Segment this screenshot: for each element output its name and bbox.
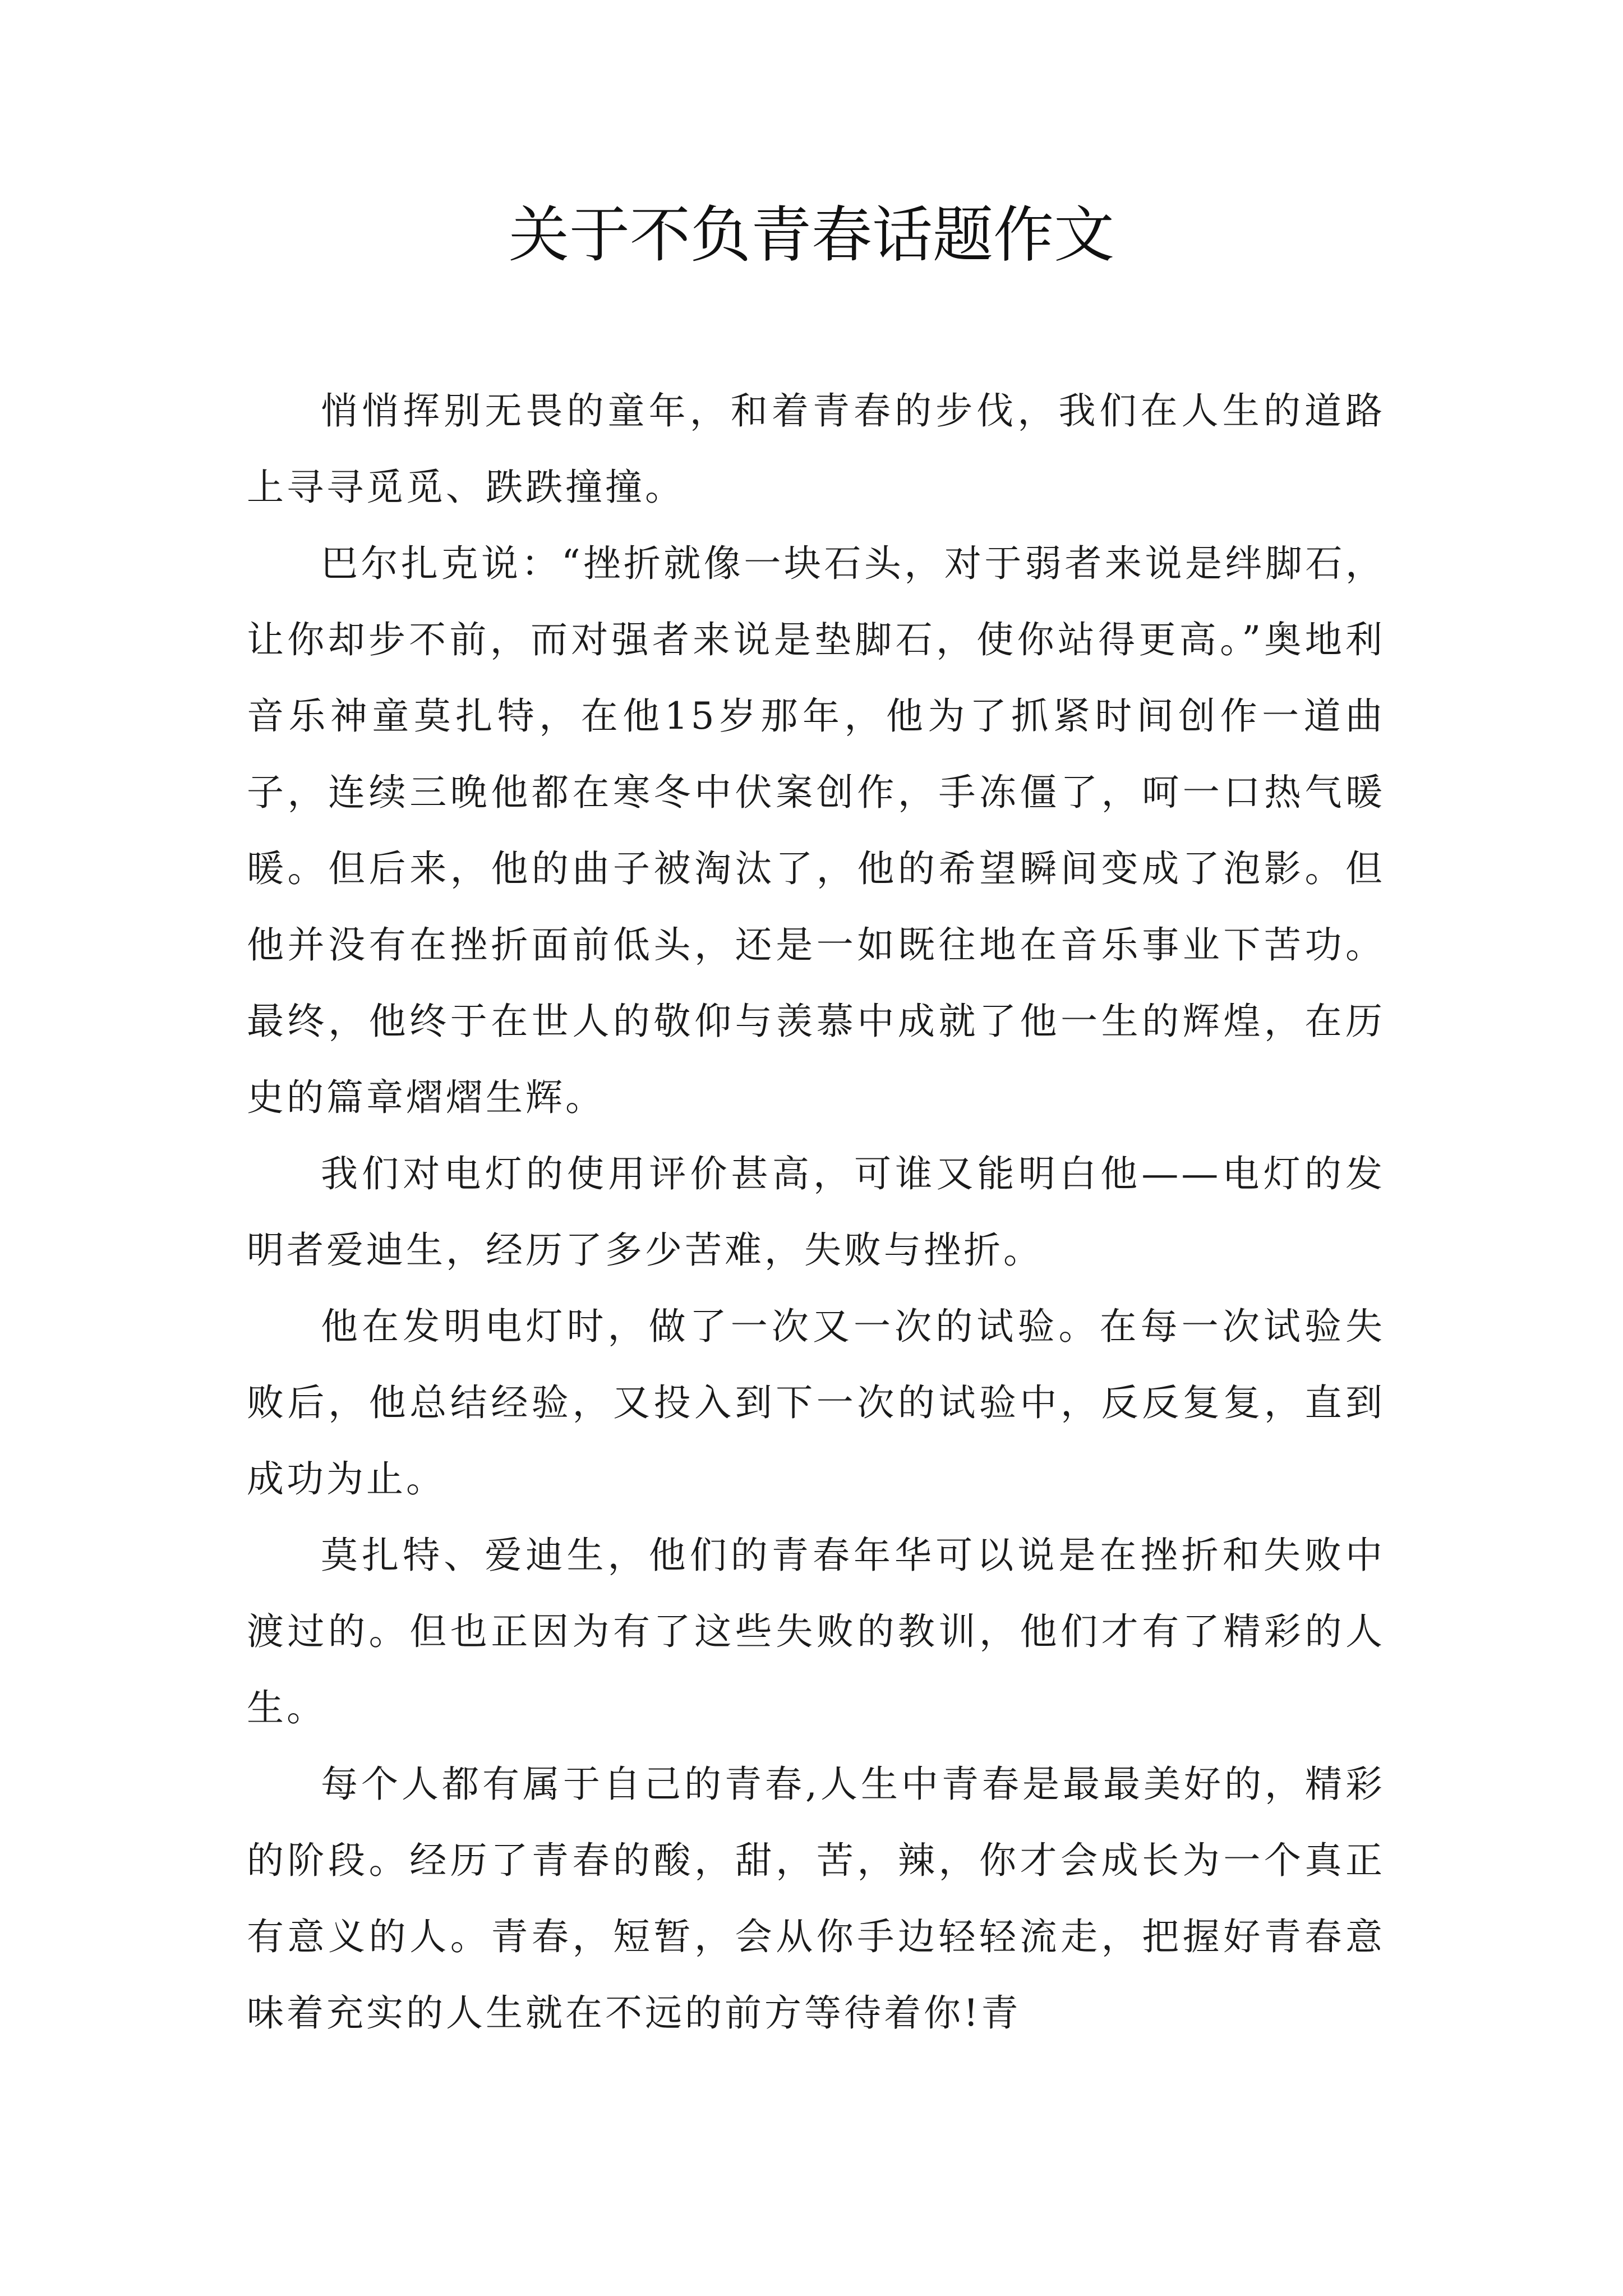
paragraph: 巴尔扎克说：“挫折就像一块石头，对于弱者来说是绊脚石，让你却步不前，而对强者来说是垫脚石，使你站得更高。”奥地利音乐神童莫扎特，在他15岁那年，他为了抓紧时间创作一道曲子，连续三晚他都在寒冬中伏案创作，手冻僵了，呵一口热气暖暖。但后来，他的曲子被淘汰了，他的希望瞬间变成了泡影。但他并没有在挫折面前低头，还是一如既往地在音乐事业下苦功。最终，他终于在世人的敬仰与羡慕中成就了他一生的辉煌，在历史的篇章熠熠生辉。 bbox=[247, 542, 1385, 1119]
document-title: 关于不负青春话题作文 bbox=[508, 200, 1114, 270]
document-body bbox=[247, 373, 1385, 2051]
paragraph: 我们对电灯的使用评价甚高，可谁又能明白他——电灯的发明者爱迪生，经历了多少苦难，失败与挫折。 bbox=[247, 1152, 1385, 1272]
paragraph: 他在发明电灯时，做了一次又一次的试验。在每一次试验失败后，他总结经验，又投入到下一次的试验中，反反复复，直到成功为止。 bbox=[247, 1305, 1385, 1501]
paragraph: 莫扎特、爱迪生，他们的青春年华可以说是在挫折和失败中渡过的。但也正因为有了这些失败的教训，他们才有了精彩的人生。 bbox=[247, 1534, 1385, 1729]
paragraph: 每个人都有属于自己的青春,人生中青春是最最美好的，精彩的阶段。经历了青春的酸，甜，苦，辣，你才会成长为一个真正有意义的人。青春，短暂，会从你手边轻轻流走，把握好青春意味着充实的人生就在不远的前方等待着你!青 bbox=[247, 1763, 1385, 2035]
paragraph: 悄悄挥别无畏的童年，和着青春的步伐，我们在人生的道路上寻寻觅觅、跌跌撞撞。 bbox=[247, 389, 1385, 509]
